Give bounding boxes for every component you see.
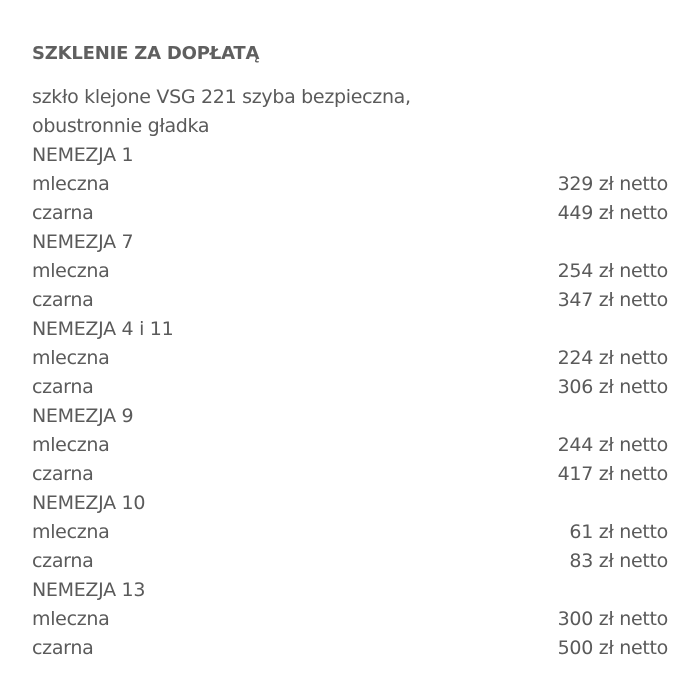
price-row (32, 460, 668, 489)
variant-label: czarna (32, 376, 94, 398)
price-row (32, 431, 668, 460)
group-title: NEMEZJA 7 (32, 231, 134, 253)
variant-price: 83 zł netto (569, 550, 668, 572)
variant-label: czarna (32, 289, 94, 311)
variant-label: czarna (32, 202, 94, 224)
variant-label: czarna (32, 550, 94, 572)
variant-label: czarna (32, 637, 94, 659)
group-title: NEMEZJA 1 (32, 144, 134, 166)
price-row (32, 605, 668, 634)
variant-label: mleczna (32, 608, 110, 630)
price-row (32, 344, 668, 373)
variant-price: 244 zł netto (557, 434, 668, 456)
section-heading: SZKLENIE ZA DOPŁATĄ (32, 43, 260, 64)
variant-price: 254 zł netto (557, 260, 668, 282)
price-row (32, 286, 668, 315)
variant-price: 61 zł netto (569, 521, 668, 543)
price-row (32, 518, 668, 547)
variant-price: 329 zł netto (557, 173, 668, 195)
variant-price: 449 zł netto (557, 202, 668, 224)
variant-price: 500 zł netto (557, 637, 668, 659)
glass-description (32, 83, 668, 141)
description-line: szkło klejone VSG 221 szyba bezpieczna, (32, 86, 411, 108)
group-title: NEMEZJA 13 (32, 579, 146, 601)
variant-price: 306 zł netto (557, 376, 668, 398)
price-group (32, 489, 668, 576)
price-row (32, 373, 668, 402)
variant-label: mleczna (32, 434, 110, 456)
group-title: NEMEZJA 4 i 11 (32, 318, 174, 340)
price-row (32, 199, 668, 228)
price-group (32, 228, 668, 315)
price-row (32, 170, 668, 199)
variant-price: 300 zł netto (557, 608, 668, 630)
price-group (32, 576, 668, 663)
variant-label: czarna (32, 463, 94, 485)
variant-label: mleczna (32, 260, 110, 282)
variant-price: 417 zł netto (557, 463, 668, 485)
variant-price: 224 zł netto (557, 347, 668, 369)
variant-label: mleczna (32, 521, 110, 543)
price-row (32, 547, 668, 576)
group-title: NEMEZJA 9 (32, 405, 134, 427)
group-title: NEMEZJA 10 (32, 492, 146, 514)
variant-label: mleczna (32, 173, 110, 195)
price-row (32, 634, 668, 663)
description-line: obustronnie gładka (32, 115, 210, 137)
price-group (32, 402, 668, 489)
price-group (32, 315, 668, 402)
price-group (32, 141, 668, 228)
variant-label: mleczna (32, 347, 110, 369)
variant-price: 347 zł netto (557, 289, 668, 311)
price-row (32, 257, 668, 286)
